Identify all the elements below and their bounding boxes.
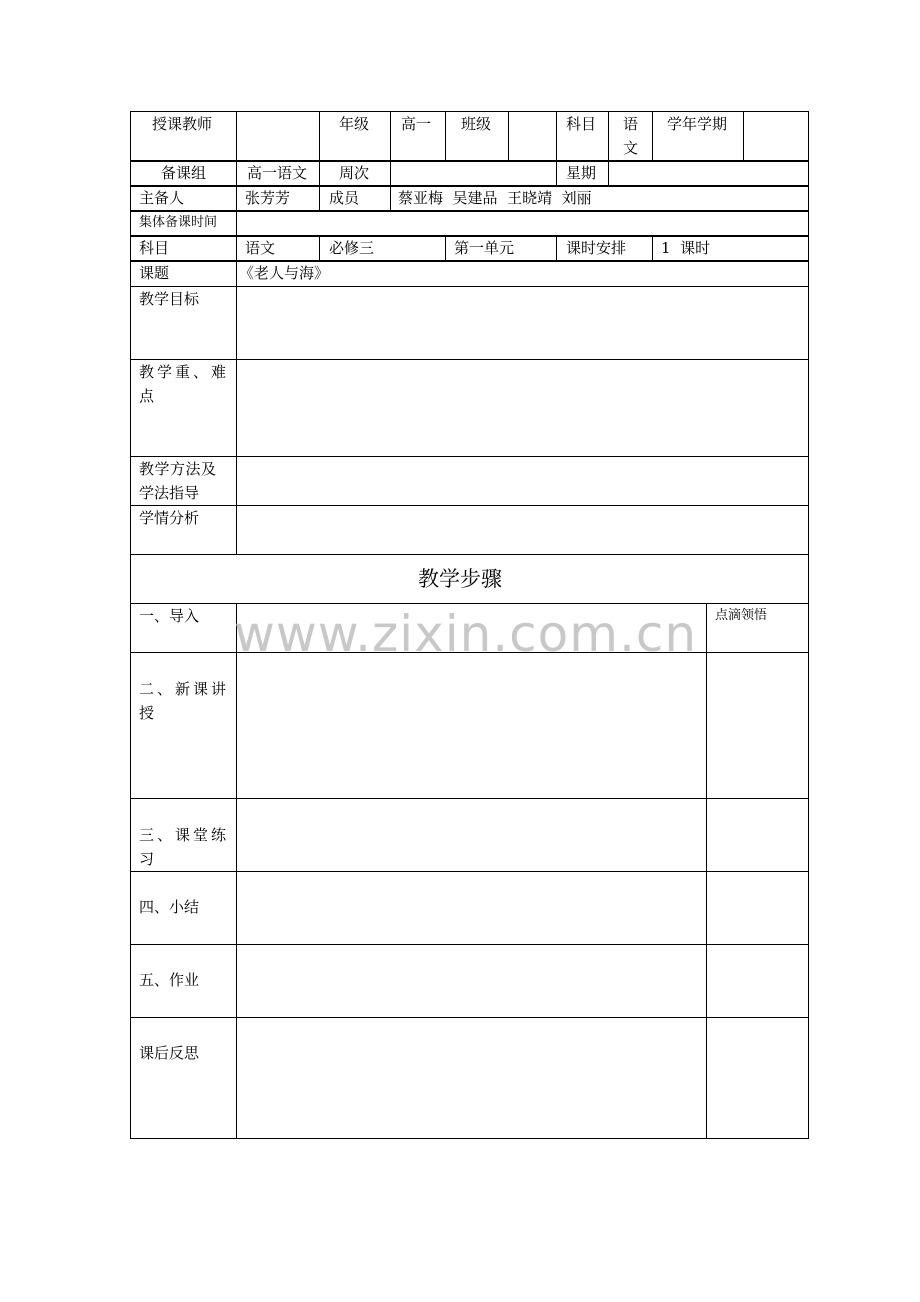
group-value: 高一语文 bbox=[247, 164, 308, 182]
cell-time-value bbox=[236, 210, 809, 237]
methods-label-line1: 教学方法及 bbox=[139, 460, 217, 478]
homework-label: 五、作业 bbox=[139, 971, 200, 989]
reflection-label: 课后反思 bbox=[139, 1044, 200, 1062]
members-value: 蔡亚梅 吴建品 王晓靖 刘丽 bbox=[398, 189, 592, 207]
cell-new-value bbox=[236, 652, 707, 799]
cell-goals-value bbox=[236, 286, 809, 360]
topic-value: 《老人与海》 bbox=[239, 264, 330, 282]
subject-value-line2: 文 bbox=[623, 139, 639, 157]
new-lesson-label-line2: 授 bbox=[139, 704, 155, 722]
cell-reflection-tips bbox=[706, 1017, 809, 1139]
cell-summary-value bbox=[236, 871, 707, 945]
cell-weekday-value bbox=[608, 160, 809, 187]
cell-new-label bbox=[130, 652, 237, 799]
grade-label: 年级 bbox=[339, 115, 370, 133]
cell-week-value bbox=[390, 160, 557, 187]
practice-label-line1: 三、课堂练 bbox=[139, 826, 230, 844]
cell-methods-value bbox=[236, 456, 809, 506]
methods-label-line2: 学法指导 bbox=[139, 484, 200, 502]
book-value: 必修三 bbox=[329, 239, 375, 257]
cell-reflection-value bbox=[236, 1017, 707, 1139]
schedule-label: 课时安排 bbox=[566, 239, 627, 257]
subject-label: 科目 bbox=[566, 115, 597, 133]
cell-class-value bbox=[508, 111, 557, 162]
class-label: 班级 bbox=[461, 115, 492, 133]
intro-label: 一、导入 bbox=[139, 607, 200, 625]
subject2-value: 语文 bbox=[245, 239, 276, 257]
group-label: 备课组 bbox=[161, 164, 207, 182]
term-label: 学年学期 bbox=[667, 115, 728, 133]
grade-value: 高一 bbox=[401, 115, 432, 133]
cell-term-value bbox=[743, 111, 809, 162]
steps-title: 教学步骤 bbox=[418, 567, 502, 591]
practice-label-line2: 习 bbox=[139, 850, 155, 868]
weekday-label: 星期 bbox=[566, 164, 597, 182]
lead-value: 张芳芳 bbox=[245, 189, 291, 207]
cell-analysis-value bbox=[236, 505, 809, 555]
cell-practice-tips bbox=[706, 798, 809, 872]
new-lesson-label-line1: 二、新课讲 bbox=[139, 680, 230, 698]
subject-value-line1: 语 bbox=[623, 115, 639, 133]
lead-label: 主备人 bbox=[139, 189, 185, 207]
keypoints-label-line1: 教学重、难 bbox=[139, 363, 230, 381]
unit-value: 第一单元 bbox=[454, 239, 515, 257]
tips-label: 点滴领悟 bbox=[715, 608, 768, 623]
cell-new-tips bbox=[706, 652, 809, 799]
cell-homework-value bbox=[236, 944, 707, 1018]
subject2-label: 科目 bbox=[139, 239, 170, 257]
week-label: 周次 bbox=[339, 164, 370, 182]
cell-teacher-value bbox=[236, 111, 320, 162]
topic-label: 课题 bbox=[139, 264, 170, 282]
members-label: 成员 bbox=[329, 189, 360, 207]
cell-practice-value bbox=[236, 798, 707, 872]
teacher-label: 授课教师 bbox=[152, 115, 213, 133]
cell-keypoints-value bbox=[236, 359, 809, 457]
cell-reflection-label bbox=[130, 1017, 237, 1139]
cell-summary-tips bbox=[706, 871, 809, 945]
watermark: www.zixin.com.cn bbox=[234, 605, 698, 663]
keypoints-label-line2: 点 bbox=[139, 387, 155, 405]
goals-label: 教学目标 bbox=[139, 290, 200, 308]
prep-time-label: 集体备课时间 bbox=[139, 215, 218, 230]
cell-homework-tips bbox=[706, 944, 809, 1018]
schedule-value: 1 课时 bbox=[661, 239, 711, 257]
summary-label: 四、小结 bbox=[139, 898, 200, 916]
analysis-label: 学情分析 bbox=[139, 509, 200, 527]
